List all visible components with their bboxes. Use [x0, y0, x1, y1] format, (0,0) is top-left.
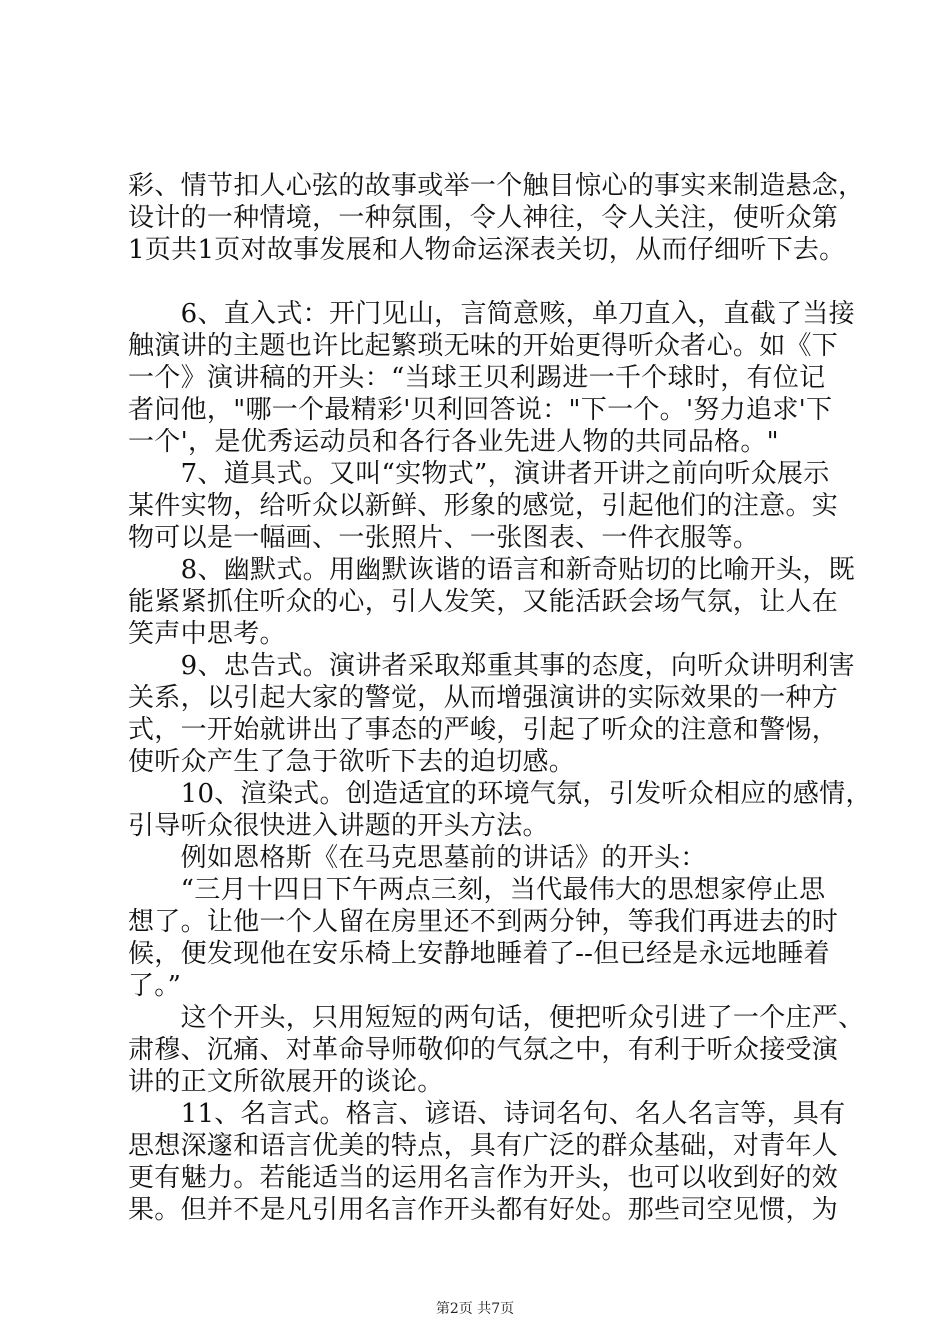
text-line: 使听众产生了急于欲听下去的迫切感。 — [128, 747, 576, 777]
text-line: 触演讲的主题也许比起繁琐无味的开始更得听众者心。如《下 — [128, 331, 839, 361]
text-line: 11、名言式。格言、谚语、诗词名句、名人名言等，具有 — [128, 1099, 846, 1129]
text-line: 8、幽默式。用幽默诙谐的语言和新奇贴切的比喻开头，既 — [128, 555, 855, 585]
text-line: 一个'，是优秀运动员和各行各业先进人物的共同品格。" — [128, 427, 779, 457]
text-line: 引导听众很快进入讲题的开头方法。 — [128, 811, 549, 841]
text-line: 6、直入式：开门见山，言简意赅，单刀直入，直截了当接 — [128, 299, 855, 329]
text-line: 思想深邃和语言优美的特点，具有广泛的群众基础，对青年人 — [128, 1131, 839, 1161]
text-line: 7、道具式。又叫“实物式”，演讲者开讲之前向听众展示 — [128, 459, 830, 489]
text-line: 了。” — [128, 971, 182, 1001]
text-line: 果。但并不是凡引用名言作开头都有好处。那些司空见惯，为 — [128, 1195, 839, 1225]
text-line: 能紧紧抓住听众的心，引人发笑，又能活跃会场气氛，让人在 — [128, 587, 839, 617]
text-line: 想了。让他一个人留在房里还不到两分钟，等我们再进去的时 — [128, 907, 839, 937]
text-line: 讲的正文所欲展开的谈论。 — [128, 1067, 444, 1097]
text-line: 例如恩格斯《在马克思墓前的讲话》的开头： — [128, 843, 707, 873]
text-line: 这个开头，只用短短的两句话，便把听众引进了一个庄严、 — [128, 1003, 865, 1033]
text-line: 彩、情节扣人心弦的故事或举一个触目惊心的事实来制造悬念， — [128, 171, 865, 201]
text-line: 某件实物，给听众以新鲜、形象的感觉，引起他们的注意。实 — [128, 491, 839, 521]
text-line: “三月十四日下午两点三刻，当代最伟大的思想家停止思 — [128, 875, 826, 905]
text-line: 10、渲染式。创造适宜的环境气氛，引发听众相应的感情， — [128, 779, 872, 809]
text-line: 式，一开始就讲出了事态的严峻，引起了听众的注意和警惕， — [128, 715, 839, 745]
text-line: 物可以是一幅画、一张照片、一张图表、一件衣服等。 — [128, 523, 760, 553]
text-line: 者问他，"哪一个最精彩'贝利回答说："下一个。'努力追求'下 — [128, 395, 833, 425]
text-line: 一个》演讲稿的开头：“当球王贝利踢进一千个球时，有位记 — [128, 363, 826, 393]
text-line: 笑声中思考。 — [128, 619, 286, 649]
page-footer: 第2页 共7页 — [435, 1301, 515, 1317]
text-line: 候，便发现他在安乐椅上安静地睡着了--但已经是永远地睡着 — [128, 939, 830, 969]
text-line: 9、忠告式。演讲者采取郑重其事的态度，向听众讲明利害 — [128, 651, 855, 681]
text-line: 更有魅力。若能适当的运用名言作为开头，也可以收到好的效 — [128, 1163, 839, 1193]
text-line: 1页共1页对故事发展和人物命运深表关切，从而仔细听下去。 — [128, 235, 846, 265]
text-line: 关系，以引起大家的警觉，从而增强演讲的实际效果的一种方 — [128, 683, 839, 713]
text-line: 肃穆、沉痛、对革命导师敬仰的气氛之中，有利于听众接受演 — [128, 1035, 839, 1065]
text-line: 设计的一种情境，一种氛围，令人神往，令人关注，使听众第 — [128, 203, 839, 233]
